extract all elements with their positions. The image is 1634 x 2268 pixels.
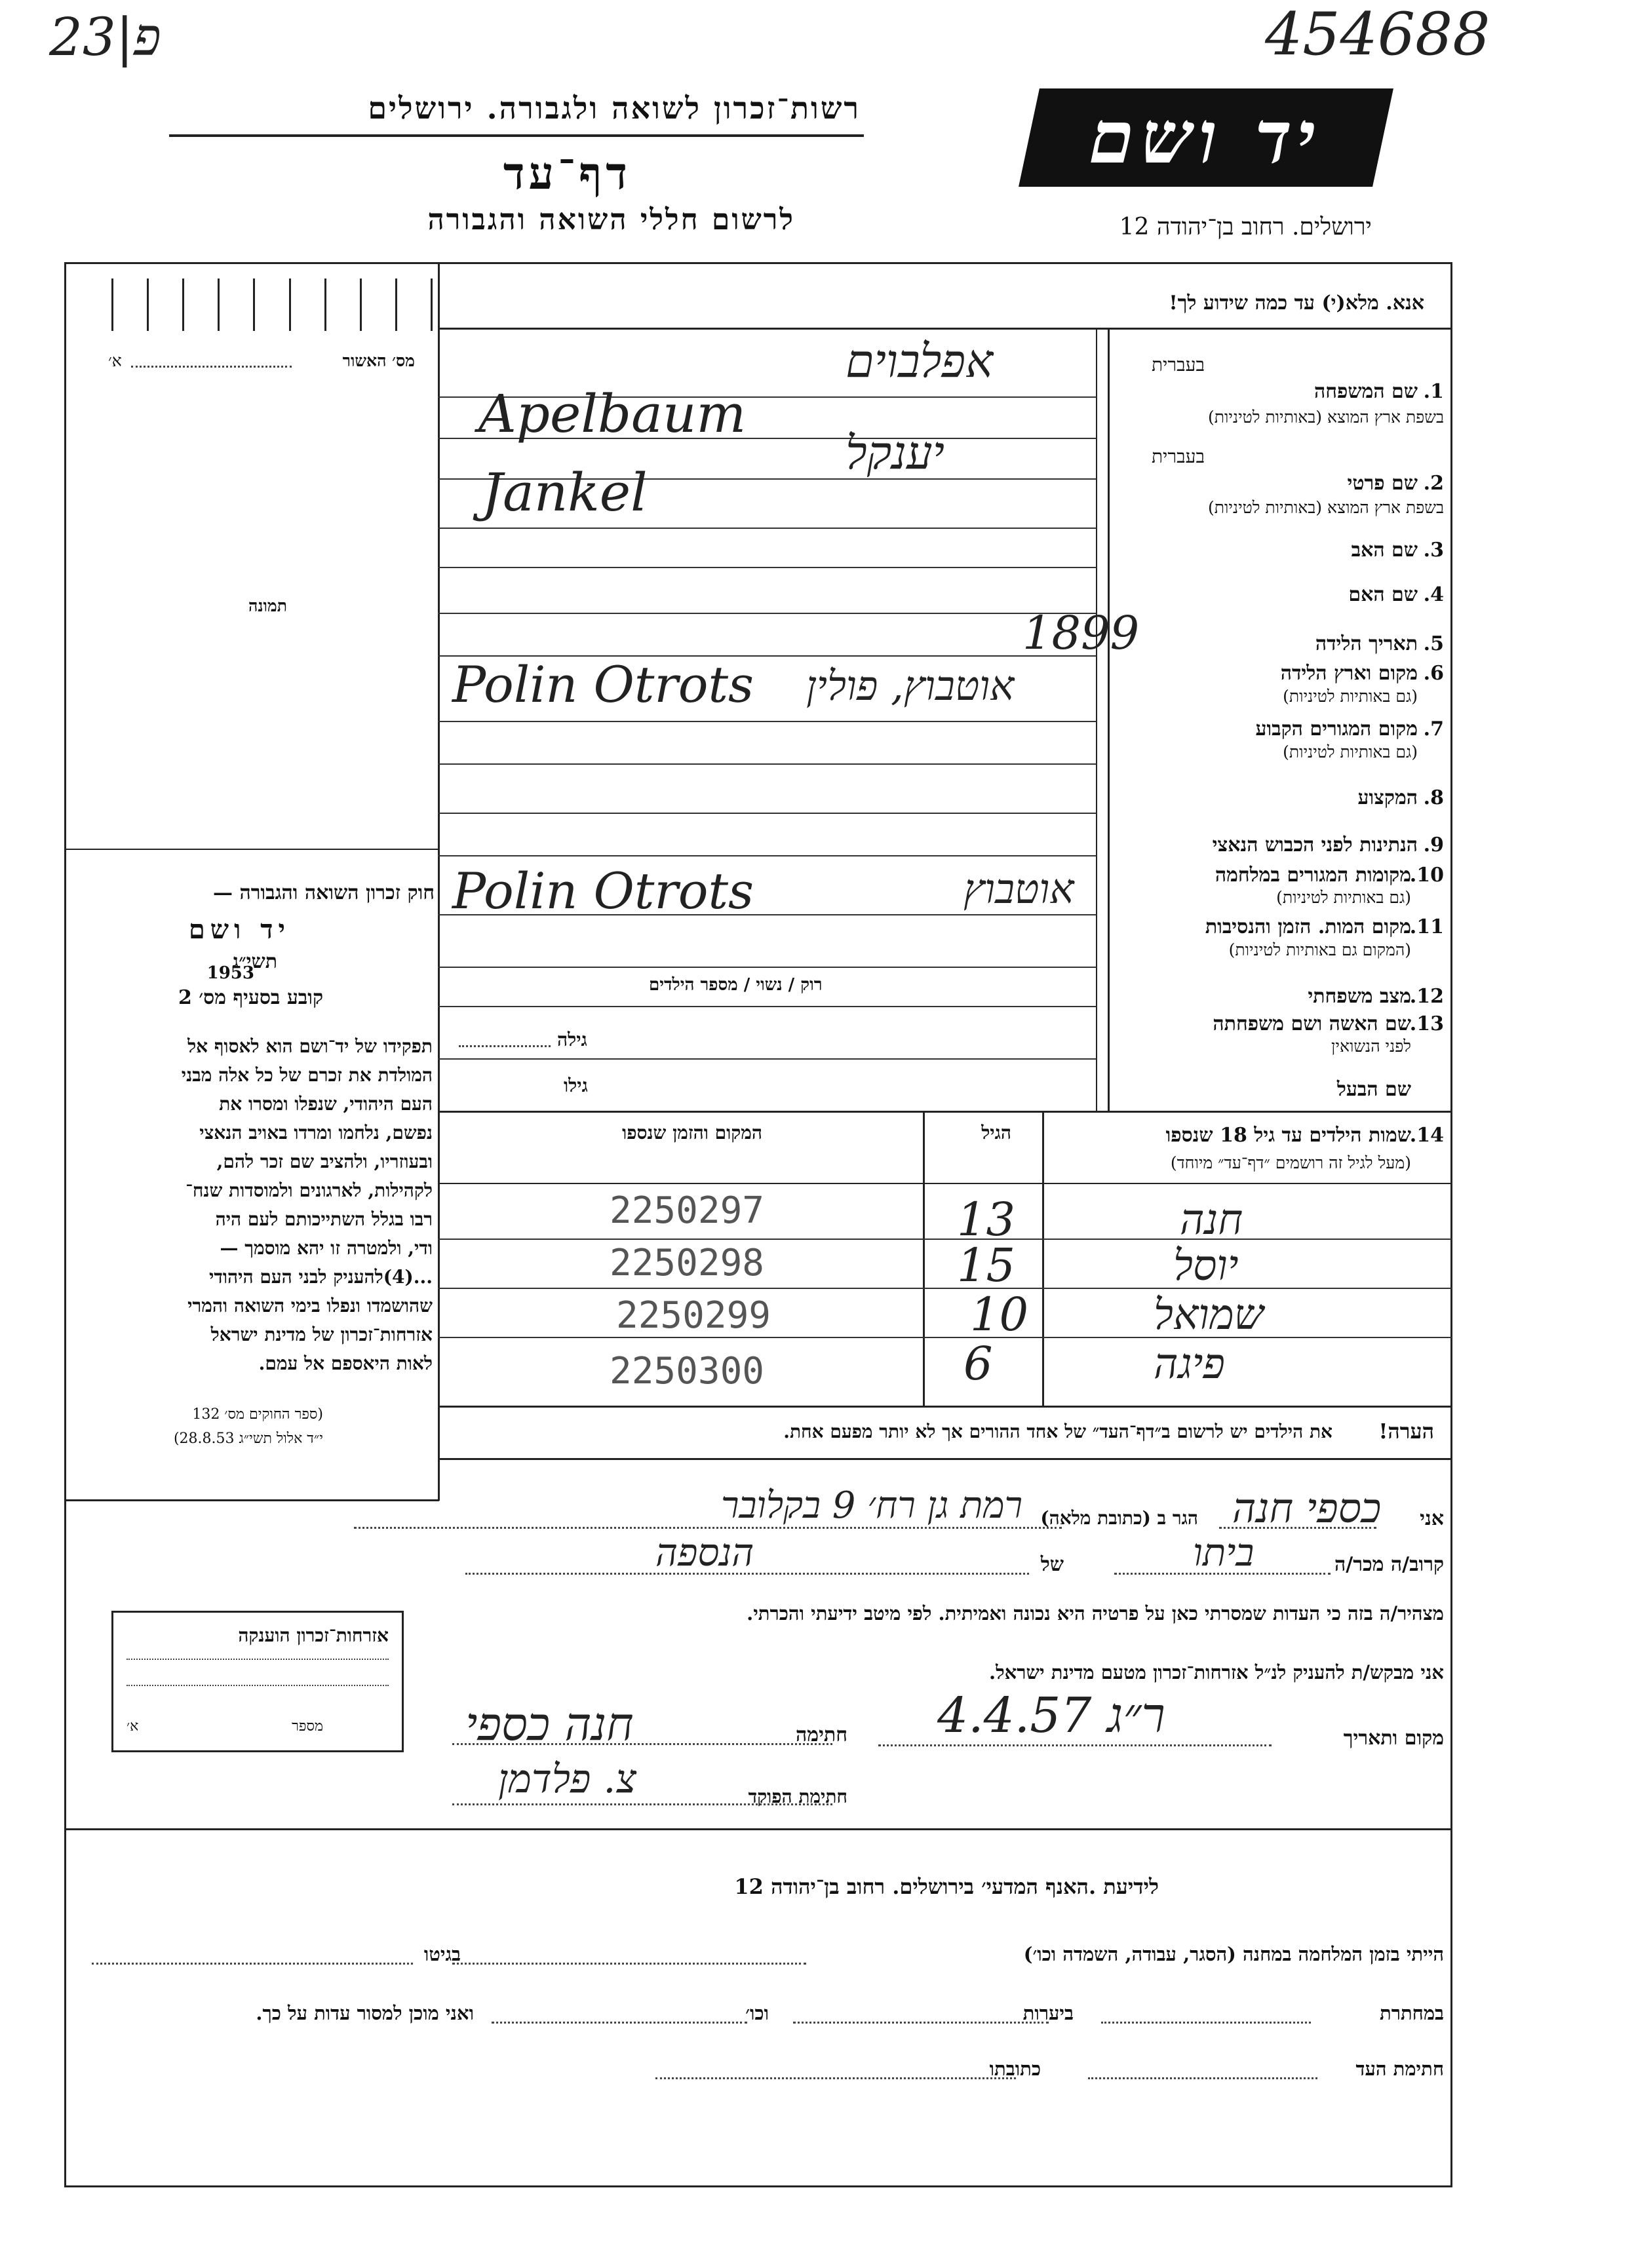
children-title: שמות הילדים עד גיל 18 שנספו bbox=[1165, 1124, 1411, 1147]
child-age: 10 bbox=[970, 1288, 1029, 1341]
citizenship-box-number-label: מספר bbox=[292, 1718, 323, 1735]
approval-number-label: מס׳ האשור bbox=[342, 351, 415, 370]
field-4-label: שם האם bbox=[1348, 583, 1418, 606]
resides-label: הגר ב (כתובת מלאה) bbox=[1040, 1507, 1198, 1529]
field-7-sub: (גם באותיות לטיניות) bbox=[1283, 742, 1418, 761]
form-title: דף־עד bbox=[503, 147, 631, 200]
signature-label: חתימה bbox=[796, 1723, 847, 1746]
wartime-residence-hebrew: אוטבוץ bbox=[963, 865, 1074, 913]
given-name-hebrew: יענקל bbox=[846, 426, 944, 480]
field-13-label: שם האשה ושם משפחתה bbox=[1213, 1012, 1411, 1035]
child-name: פיגה bbox=[1154, 1340, 1225, 1389]
top-left-annotation: 23|פ bbox=[49, 7, 161, 67]
field-3-label: שם האב bbox=[1351, 539, 1418, 562]
declaration-statement: מצהיר/ה בזה כי העדות שמסרתי כאן על פרטיה היא נכונה ואמיתית. לפי מיטב ידיעתי והכרתי. bbox=[747, 1602, 1444, 1624]
field-7-num: 7. bbox=[1423, 718, 1444, 740]
field-5-num: 5. bbox=[1423, 632, 1444, 655]
law-title: חוק זכרון השואה והגבורה — bbox=[213, 881, 435, 904]
field-1-num: 1. bbox=[1423, 380, 1444, 403]
birthplace-hebrew: אוטבוץ, פולין bbox=[806, 662, 1015, 710]
footer-address-label: כתובתו bbox=[989, 2058, 1041, 2080]
field-6-label: מקום וארץ הלידה bbox=[1280, 662, 1418, 685]
field-6-num: 6. bbox=[1423, 662, 1444, 685]
relative-value: ביתו bbox=[1193, 1530, 1255, 1575]
field-13-sub: לפני הנשואין bbox=[1331, 1037, 1411, 1056]
of-value: הנספה bbox=[655, 1530, 754, 1575]
law-source-2: י״ד אלול תשי״ג 28.8.53) bbox=[173, 1431, 323, 1447]
top-right-annotation: 454688 bbox=[1265, 0, 1490, 69]
tick-boxes bbox=[111, 279, 433, 331]
children-note-text: את הילדים יש לרשום ב״דף־העד״ של אחד ההורים אך לא יותר מפעם אחת. bbox=[783, 1421, 1332, 1442]
authority-title: רשות־זכרון לשואה ולגבורה. ירושלים bbox=[368, 90, 861, 126]
field-13-num: 13. bbox=[1409, 1012, 1444, 1035]
officer-signature-value: צ. פלדמן bbox=[498, 1756, 636, 1802]
field-9-label: הנתינות לפני הכבוש הנאצי bbox=[1212, 834, 1418, 856]
footer-forests-label: ביערות bbox=[1022, 2002, 1074, 2024]
law-year-hebrew: תשי״ג bbox=[232, 950, 277, 973]
field-husband-label: שם הבעל bbox=[1336, 1078, 1411, 1101]
relative-label: קרוב/ה מכר/ה bbox=[1334, 1553, 1444, 1576]
form-intro: אנא. מלא(י) עד כמה שידוע לך! bbox=[1169, 292, 1424, 315]
field-4-num: 4. bbox=[1423, 583, 1444, 606]
field-5-label: תאריך הלידה bbox=[1315, 632, 1418, 655]
child-age: 6 bbox=[963, 1337, 993, 1391]
field-8-label: המקצוע bbox=[1357, 786, 1418, 809]
citizenship-box bbox=[111, 1611, 404, 1752]
officer-signature-label: חתימת הפוקד bbox=[748, 1786, 847, 1807]
surname-latin: Apelbaum bbox=[478, 383, 747, 444]
child-age: 15 bbox=[957, 1239, 1016, 1292]
field-2-num: 2. bbox=[1423, 472, 1444, 495]
field-3-num: 3. bbox=[1423, 539, 1444, 562]
field-11-label: מקום המות. הזמן והנסיבות bbox=[1205, 915, 1411, 938]
footer-testimony-label: ואני מוכן למסור עדות על כך. bbox=[256, 2002, 474, 2024]
law-source-1: (ספר החוקים מס׳ 132 bbox=[192, 1406, 323, 1423]
place-date-label: מקום ותאריך bbox=[1343, 1727, 1444, 1750]
birthplace-latin: Polin Otrots bbox=[452, 655, 754, 714]
law-name: יד ושם bbox=[188, 914, 290, 945]
field-10-label: מקומות המגורים במלחמה bbox=[1215, 864, 1411, 887]
field-7-label: מקום המגורים הקבוע bbox=[1255, 718, 1418, 740]
yad-vashem-logo bbox=[1019, 88, 1393, 187]
child-record: 2250299 bbox=[616, 1294, 771, 1337]
declaration-i-label: אני bbox=[1420, 1507, 1444, 1530]
footer-witness-signature-label: חתימת העד bbox=[1355, 2058, 1444, 2080]
child-name: יוסל bbox=[1173, 1242, 1239, 1290]
child-record: 2250300 bbox=[610, 1350, 765, 1393]
declarant-name: כספי חנה bbox=[1232, 1484, 1382, 1532]
field-1-label: שם המשפחה bbox=[1313, 380, 1418, 403]
children-note-label: הערה! bbox=[1378, 1419, 1434, 1444]
header-address: ירושלים. רחוב בן־יהודה 12 bbox=[1119, 214, 1372, 240]
field-6-sub: (גם באותיות לטיניות) bbox=[1283, 687, 1418, 706]
field-8-num: 8. bbox=[1423, 786, 1444, 809]
wartime-residence-latin: Polin Otrots bbox=[452, 862, 754, 920]
child-record: 2250297 bbox=[610, 1189, 765, 1232]
of-label: של bbox=[1040, 1553, 1064, 1576]
child-record: 2250298 bbox=[610, 1242, 765, 1284]
logo-text: יד ושם bbox=[1081, 95, 1332, 180]
field-12-label: מצב משפחתי bbox=[1308, 985, 1411, 1008]
signature-value: חנה כספי bbox=[465, 1697, 634, 1751]
child-name: חנה bbox=[1180, 1196, 1243, 1244]
citizenship-box-title: אזרחות־זכרון הוענקה bbox=[238, 1624, 389, 1646]
law-text: תפקידו של יד־ושם הוא לאסוף אל המולדת את זכרם של כל אלה מבני העם היהודי, שנפלו ומסרו את נפשם, נלחמו ומרדו באויב הנאצי ובעוזריו, ולהציב שם זכר להם, לקהילות, לארגונים ולמוסדות שנח־ רבו בגלל השתייכותם לעם היה ודי, ולמטרה זו יהא מוסמך — ...(4)להעניק לבני העם היהודי שהושמדו ונפלו בימי השואה והמרי אזרחות־זכרון של מדינת ישראל לאות היאספם אל עמם. bbox=[181, 1035, 433, 1374]
field-10-num: 10. bbox=[1409, 864, 1444, 887]
footer-title: לידיעת .האנף המדעי׳ בירושלים. רחוב בן־יהודה 12 bbox=[734, 1874, 1159, 1899]
husband-age-label: גילו bbox=[564, 1075, 588, 1096]
field-11-sub: (המקום גם באותיות לטיניות) bbox=[1228, 940, 1411, 959]
children-num: 14. bbox=[1409, 1124, 1444, 1147]
children-col-place: המקום והזמן שנספו bbox=[622, 1122, 762, 1144]
field-1-note: בעברית bbox=[1151, 354, 1205, 375]
law-clause: קובע בסעיף מס׳ 2 bbox=[178, 986, 323, 1009]
field-1-sub: בשפת ארץ המוצא (באותיות לטיניות) bbox=[1208, 408, 1444, 427]
footer-camp-label: הייתי בזמן המלחמה במחנה (הסגר, עבודה, השמדה וכו׳) bbox=[1023, 1943, 1444, 1965]
place-date-value: ר״ג 4.4.57 bbox=[937, 1687, 1165, 1744]
child-name: שמואל bbox=[1154, 1291, 1264, 1339]
footer-underground-label: במחתרת bbox=[1380, 2002, 1444, 2024]
surname-hebrew: אפלבוים bbox=[846, 334, 994, 388]
citizenship-request: אני מבקש/ת להעניק לנ״ל אזרחות־זכרון מטעם מדינת ישראל. bbox=[989, 1661, 1444, 1683]
footer-ghetto-label: בגיטו bbox=[423, 1943, 461, 1965]
field-2-label: שם פרטי bbox=[1347, 472, 1418, 495]
field-9-num: 9. bbox=[1423, 834, 1444, 856]
field-11-num: 11. bbox=[1409, 915, 1444, 938]
given-name-latin: Jankel bbox=[482, 462, 648, 523]
form-subtitle: לרשום חללי השואה והגבורה bbox=[427, 203, 795, 237]
birth-date-value: 1899 bbox=[1022, 606, 1140, 660]
children-title-sub: (מעל לגיל זה רושמים ״דף־עד״ מיוחד) bbox=[1170, 1153, 1411, 1172]
field-2-note: בעברית bbox=[1151, 446, 1205, 467]
citizenship-box-number-suffix: א׳ bbox=[126, 1718, 139, 1735]
law-year: 1953 bbox=[206, 963, 254, 983]
wife-age-label: גילה bbox=[557, 1029, 587, 1050]
field-2-sub: בשפת ארץ המוצא (באותיות לטיניות) bbox=[1208, 498, 1444, 517]
child-age: 13 bbox=[957, 1193, 1016, 1246]
children-col-age: הגיל bbox=[981, 1122, 1011, 1144]
field-12-num: 12. bbox=[1409, 985, 1444, 1008]
footer-etc-label: וכו׳ bbox=[745, 2002, 769, 2024]
photo-label: תמונה bbox=[248, 596, 287, 615]
field-10-sub: (גם באותיות לטיניות) bbox=[1276, 888, 1411, 907]
resides-value: רמת גן רח׳ 9 בקלובר bbox=[721, 1484, 1023, 1527]
approval-number-suffix: א׳ bbox=[108, 351, 122, 370]
marital-status-options: רוק / נשוי / מספר הילדים bbox=[649, 975, 823, 995]
